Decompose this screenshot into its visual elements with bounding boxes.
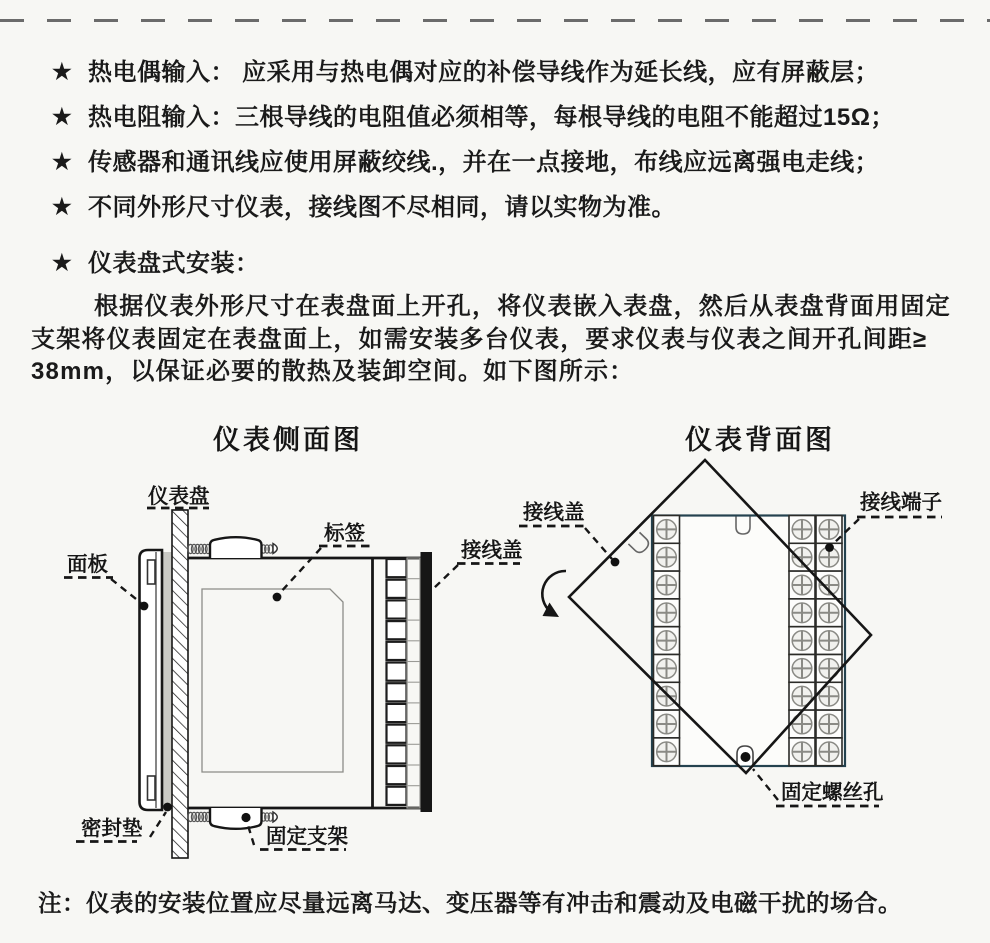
front-bezel	[140, 550, 163, 810]
label-front-panel: 面板	[67, 553, 108, 576]
leader-line	[433, 565, 458, 589]
panel-hatch-bar	[172, 510, 188, 858]
label-screw-hole: 固定螺丝孔	[781, 781, 884, 804]
terminal-strip	[387, 552, 433, 812]
back-terminal-right-columns	[789, 516, 842, 766]
star-icon: ★	[52, 194, 73, 219]
side-view-title: 仪表侧面图	[213, 425, 363, 455]
label-wiring-cover: 接线盖	[461, 539, 523, 562]
bullet-text: 热电阻输入：三根导线的电阻值必须相等，每根导线的电阻不能超过15Ω；	[88, 104, 895, 131]
section-title: 仪表盘式安装：	[88, 250, 260, 277]
leader-dot	[611, 558, 620, 567]
star-icon: ★	[52, 250, 73, 275]
paragraph-line: 支架将仪表固定在表盘面上，如需安装多台仪表，要求仪表与仪表之间开孔间距≥	[31, 325, 928, 353]
top-bracket	[188, 537, 277, 558]
leader-dot	[825, 543, 834, 552]
gasket	[162, 552, 172, 808]
paragraph-line: 根据仪表外形尺寸在表盘面上开孔，将仪表嵌入表盘，然后从表盘背面用固定	[94, 293, 951, 320]
install-note: 注：仪表的安装位置应尽量远离马达、变压器等有冲击和震动及电磁干扰的场合。	[38, 890, 902, 916]
leader-line	[150, 812, 166, 837]
back-terminal-left-column	[654, 516, 680, 766]
label-bracket: 固定支架	[266, 825, 348, 848]
back-view-title: 仪表背面图	[685, 425, 835, 455]
label-terminal: 接线端子	[860, 491, 942, 514]
paragraph-line: 38mm，以保证必要的散热及装卸空间。如下图所示：	[31, 358, 635, 385]
leader-line	[753, 769, 778, 800]
leader-dot	[241, 813, 250, 822]
label-wiring-cover: 接线盖	[523, 501, 585, 524]
leader-line	[279, 548, 321, 594]
bullet-text: 热电偶输入： 应采用与热电偶对应的补偿导线作为延长线，应有屏蔽层；	[88, 59, 880, 86]
wiring-cover-bar	[421, 552, 433, 812]
leader-line	[585, 528, 612, 559]
leader-dot	[140, 602, 149, 611]
bezel-clip	[148, 560, 156, 584]
bottom-bracket	[188, 808, 277, 829]
label-gasket: 密封垫	[81, 817, 143, 840]
label-area	[202, 589, 343, 772]
side-view-diagram	[64, 425, 523, 858]
leader-dot	[741, 752, 751, 762]
screw-head-icon	[273, 544, 277, 554]
cover-tab	[628, 532, 651, 555]
leader-line	[111, 579, 141, 603]
leader-dot	[163, 803, 172, 812]
label-panel-board: 仪表盘	[148, 485, 210, 508]
rotation-arrow-icon	[542, 571, 566, 617]
bezel-clip	[148, 776, 156, 800]
star-icon: ★	[52, 149, 73, 174]
leader-dot	[273, 593, 282, 602]
bullet-text: 传感器和通讯线应使用屏蔽绞线.，并在一点接地，布线应远离强电走线；	[88, 149, 880, 176]
screw-head-icon	[273, 812, 277, 822]
star-icon: ★	[52, 59, 73, 84]
label-tag: 标签	[324, 522, 365, 545]
bullet-text: 不同外形尺寸仪表，接线图不尽相同，请以实物为准。	[88, 194, 676, 221]
back-view-diagram	[519, 425, 942, 806]
screw-hole	[737, 746, 753, 766]
star-icon: ★	[52, 104, 73, 129]
